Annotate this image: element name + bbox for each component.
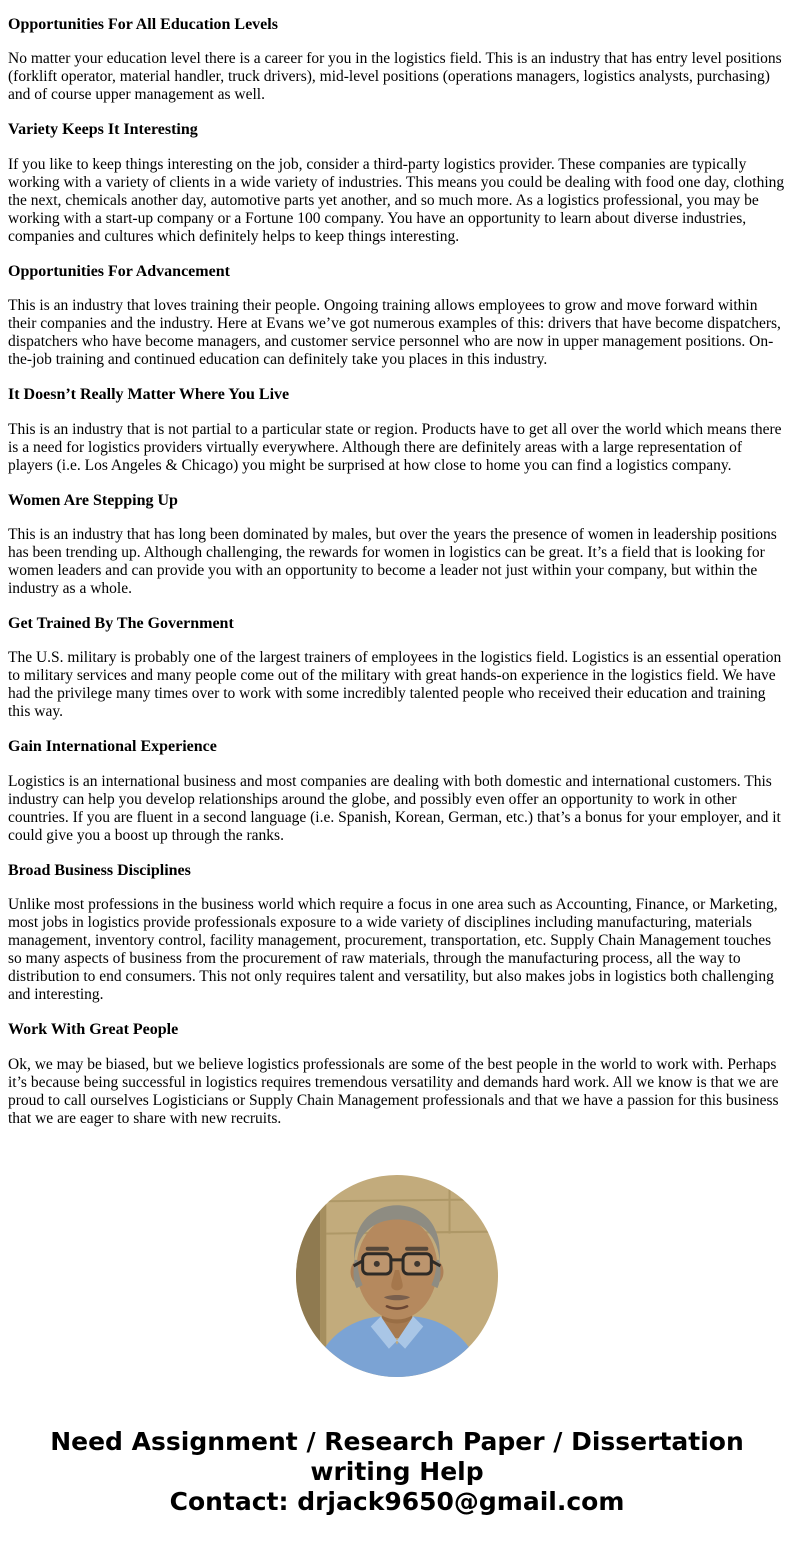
article-section [8,615,786,721]
cta-footer [8,1427,786,1517]
section-heading: Broad Business Disciplines [8,861,191,879]
article-section [8,862,786,1004]
section-paragraph: This is an industry that is not partial to a particular state or region. Products have to get all over the world which means there is a need for logistics providers virtually everywhere. Although there are definitely areas with a large representation of players (i.e. Los Angeles & Chicago) you might be surprised at how close to home you can find a logistics company. [8,420,782,474]
section-paragraph: This is an industry that has long been dominated by males, but over the years the presence of women in leadership positions has been trending up. Although challenging, the rewards for women in logistics can be great. It’s a field that is looking for women leaders and can provide you with an opportunity to become a leader not just within your company, but within the industry as a whole. [8,525,777,597]
article-body [8,16,786,1128]
cta-line-2: writing Help [310,1456,484,1486]
section-paragraph: Ok, we may be biased, but we believe logistics professionals are some of the best people in the world to work with. Perhaps it’s because being successful in logistics requires tremendous versatility and demands hard work. All we know is that we are proud to call ourselves Logisticians or Supply Chain Management professionals and that we have a passion for this business that we are eager to share with new recruits. [8,1055,779,1127]
article-section [8,738,786,844]
article-section [8,16,786,104]
section-heading: Variety Keeps It Interesting [8,121,198,139]
author-photo-figure [296,1175,498,1377]
section-heading: Opportunities For All Education Levels [8,16,278,33]
section-paragraph: This is an industry that loves training their people. Ongoing training allows employees to grow and move forward within their companies and the industry. Here at Evans we’ve got numerous examples of this: drivers that have become dispatchers, dispatchers who have become managers, and customer service personnel who are now in upper management positions. On-the-job training and continued education can definitely take you places in this industry. [8,297,781,369]
section-heading: Gain International Experience [8,738,217,756]
cta-line-1: Need Assignment / Research Paper / Dissertation [50,1426,744,1456]
section-paragraph: The U.S. military is probably one of the largest trainers of employees in the logistics field. Logistics is an essential operation to military services and many people come out of the military with great hands-on experience in the logistics field. We have had the privilege many times over to work with some incredibly talented people who received their education and training this way. [8,649,782,721]
section-paragraph: Logistics is an international business and most companies are dealing with both domestic and international customers. This industry can help you develop relationships around the globe, and possibly even offer an opportunity to work in other countries. If you are fluent in a second language (i.e. Spanish, Korean, German, etc.) that’s a bonus for your employer, and it could give you a boost up through the ranks. [8,772,781,844]
section-heading: Women Are Stepping Up [8,491,178,509]
article-section [8,1021,786,1127]
cta-contact-email: Contact: drjack9650@gmail.com [169,1486,625,1516]
article-section [8,121,786,245]
section-heading: Work With Great People [8,1021,179,1039]
article-section [8,386,786,474]
section-heading: It Doesn’t Really Matter Where You Live [8,386,290,404]
section-paragraph: If you like to keep things interesting on the job, consider a third-party logistics provider. These companies are typically working with a variety of clients in a wide variety of industries. This means you could be dealing with food one day, clothing the next, chemicals another day, automotive parts yet another, and so much more. As a logistics professional, you may be working with a start-up company or a Fortune 100 company. You have an opportunity to learn about diverse industries, companies and cultures which definitely helps to keep things interesting. [8,155,785,245]
portrait-illustration [296,1175,498,1377]
article-section [8,263,786,369]
section-paragraph: Unlike most professions in the business world which require a focus in one area such as Accounting, Finance, or Marketing, most jobs in logistics provide professionals exposure to a wide variety of disciplines including manufacturing, materials management, inventory control, facility management, procurement, transportation, etc. Supply Chain Management touches so many aspects of business from the procurement of raw materials, through the manufacturing process, all the way to distribution to end consumers. This not only requires talent and versatility, but also makes jobs in logistics both challenging and interesting. [8,896,778,1004]
section-paragraph: No matter your education level there is a career for you in the logistics field. This is an industry that has entry level positions (forklift operator, material handler, truck drivers), mid-level positions (operations managers, logistics analysts, purchasing) and of course upper management as well. [8,50,782,104]
section-heading: Opportunities For Advancement [8,262,230,280]
article-section [8,492,786,598]
section-heading: Get Trained By The Government [8,614,234,632]
author-portrait-photo [296,1175,498,1377]
